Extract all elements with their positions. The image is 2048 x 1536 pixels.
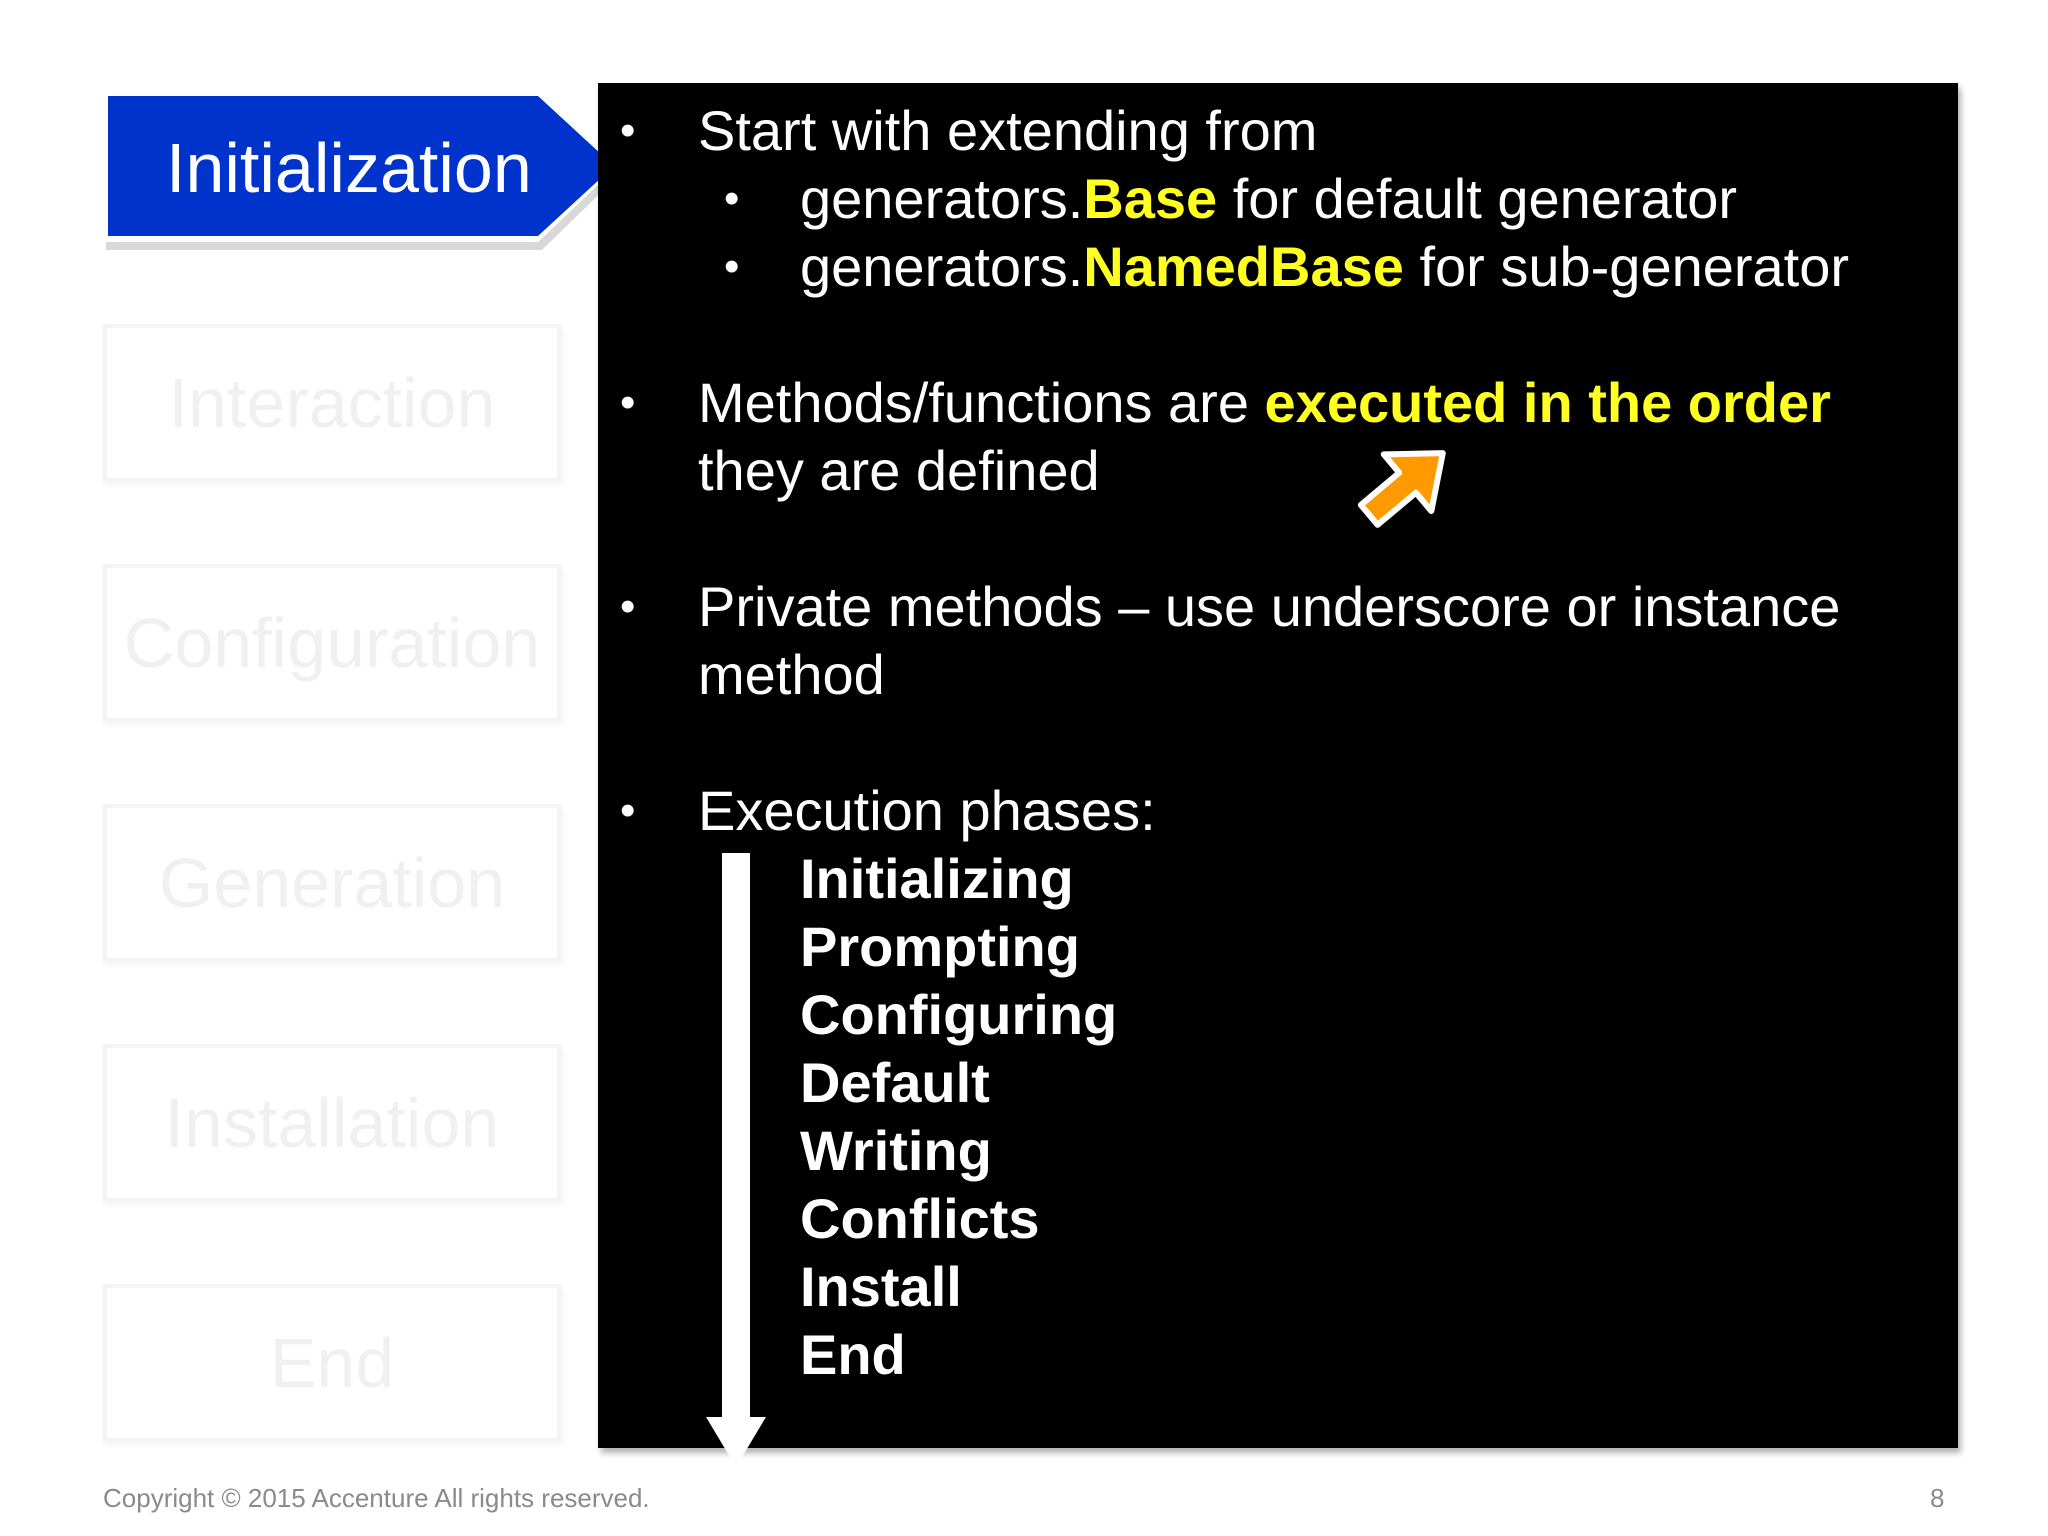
stage-end[interactable]: [103, 1284, 561, 1442]
bullet-extending-from: Start with extending from: [698, 99, 1318, 162]
highlight-namedbase: NamedBase: [1083, 235, 1404, 298]
stage-generation[interactable]: [103, 804, 561, 962]
pointer-arrow-icon: [1346, 429, 1466, 539]
active-tab-label: Initialization: [166, 129, 532, 207]
stage-label: Configuration: [123, 604, 541, 682]
stage-configuration[interactable]: [103, 564, 561, 722]
stage-label: End: [269, 1324, 395, 1402]
phase-item: Writing: [800, 1119, 992, 1182]
sub-bullet-marker: •: [724, 174, 740, 223]
stage-label: Installation: [164, 1084, 500, 1162]
sub-bullet-marker: •: [724, 242, 740, 291]
phase-item: Default: [800, 1051, 990, 1114]
phase-item: Initializing: [800, 847, 1074, 910]
highlight-executed-order: executed in the order: [1264, 371, 1831, 434]
bullet-methods-order: Methods/functions are executed in the order: [698, 371, 1831, 434]
bullet-private-methods-line2: method: [698, 643, 885, 706]
bullet-methods-order-line2: they are defined: [698, 439, 1100, 502]
phase-item: Prompting: [800, 915, 1080, 978]
bullet-execution-phases: Execution phases:: [698, 779, 1156, 842]
stage-installation[interactable]: [103, 1044, 561, 1202]
phase-item: End: [800, 1323, 906, 1386]
stage-label: Interaction: [168, 364, 496, 442]
sub-bullet-base: generators.Base for default generator: [800, 167, 1738, 230]
bullet-marker: •: [620, 786, 636, 835]
content-panel: [598, 83, 1958, 1448]
bullet-marker: •: [620, 106, 636, 155]
copyright-text: Copyright © 2015 Accenture All rights reserved.: [103, 1483, 650, 1513]
phase-item: Install: [800, 1255, 962, 1318]
phase-sidebar: [0, 0, 640, 1536]
stage-label: Generation: [158, 844, 506, 922]
bullet-marker: •: [620, 378, 636, 427]
phase-item: Conflicts: [800, 1187, 1040, 1250]
bullet-private-methods: Private methods – use underscore or instance: [698, 575, 1841, 638]
down-arrow-icon: [706, 853, 766, 1473]
active-phase-tab-initialization[interactable]: [98, 86, 630, 254]
sub-bullet-namedbase: generators.NamedBase for sub-generator: [800, 235, 1850, 298]
bullet-marker: •: [620, 582, 636, 631]
highlight-base: Base: [1083, 167, 1218, 230]
phase-item: Configuring: [800, 983, 1118, 1046]
page-number: 8: [1930, 1483, 1945, 1513]
stage-interaction[interactable]: [103, 324, 561, 482]
